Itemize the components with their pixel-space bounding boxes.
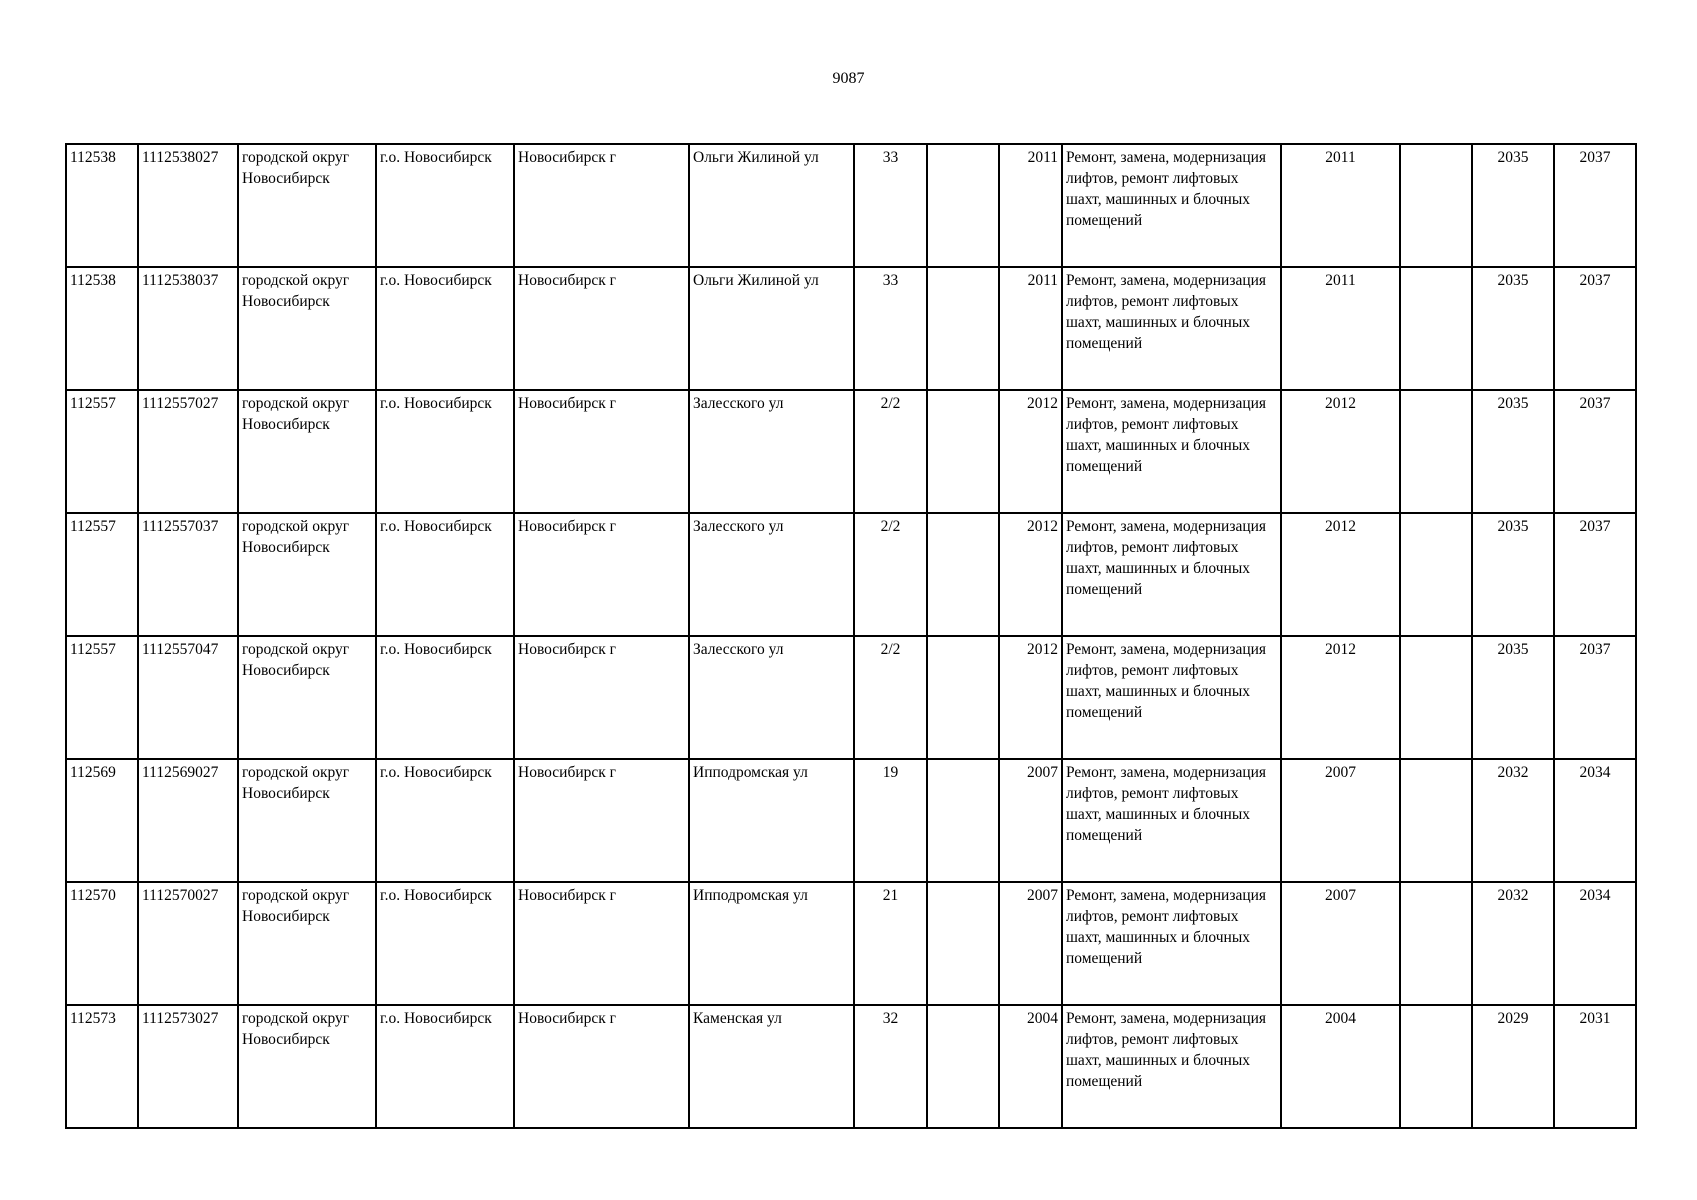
cell-building bbox=[927, 390, 999, 513]
cell-year-built: 2004 bbox=[999, 1005, 1062, 1128]
table-row bbox=[66, 390, 1636, 513]
cell-municipality: городской округ Новосибирск bbox=[238, 390, 376, 513]
cell-house: 33 bbox=[854, 144, 927, 267]
cell-street: Ипподромская ул bbox=[689, 759, 854, 882]
cell-district: г.о. Новосибирск bbox=[376, 636, 514, 759]
cell-blank bbox=[1400, 1005, 1472, 1128]
cell-street: Залесского ул bbox=[689, 636, 854, 759]
cell-municipality: городской округ Новосибирск bbox=[238, 882, 376, 1005]
cell-building bbox=[927, 636, 999, 759]
table-row bbox=[66, 144, 1636, 267]
cell-plan-from: 2032 bbox=[1472, 759, 1554, 882]
cell-blank bbox=[1400, 882, 1472, 1005]
cell-last-repair-year: 2004 bbox=[1281, 1005, 1400, 1128]
cell-plan-to: 2037 bbox=[1554, 390, 1636, 513]
cell-house: 2/2 bbox=[854, 636, 927, 759]
cell-blank bbox=[1400, 267, 1472, 390]
cell-id: 112557 bbox=[66, 636, 138, 759]
cell-building bbox=[927, 882, 999, 1005]
table-row bbox=[66, 1005, 1636, 1128]
cell-district: г.о. Новосибирск bbox=[376, 144, 514, 267]
cell-municipality: городской округ Новосибирск bbox=[238, 144, 376, 267]
cell-year-built: 2012 bbox=[999, 636, 1062, 759]
cell-street: Залесского ул bbox=[689, 513, 854, 636]
table-body bbox=[66, 144, 1636, 1128]
cell-last-repair-year: 2012 bbox=[1281, 636, 1400, 759]
cell-municipality: городской округ Новосибирск bbox=[238, 267, 376, 390]
cell-house: 32 bbox=[854, 1005, 927, 1128]
cell-city: Новосибирск г bbox=[514, 390, 689, 513]
cell-year-built: 2012 bbox=[999, 390, 1062, 513]
cell-last-repair-year: 2007 bbox=[1281, 882, 1400, 1005]
cell-year-built: 2011 bbox=[999, 267, 1062, 390]
cell-blank bbox=[1400, 513, 1472, 636]
cell-plan-to: 2034 bbox=[1554, 882, 1636, 1005]
cell-plan-to: 2037 bbox=[1554, 513, 1636, 636]
cell-building bbox=[927, 144, 999, 267]
cell-last-repair-year: 2012 bbox=[1281, 390, 1400, 513]
cell-id: 112570 bbox=[66, 882, 138, 1005]
cell-last-repair-year: 2012 bbox=[1281, 513, 1400, 636]
cell-code: 1112573027 bbox=[138, 1005, 238, 1128]
cell-code: 1112570027 bbox=[138, 882, 238, 1005]
cell-work-type: Ремонт, замена, модернизация лифтов, ремонт лифтовых шахт, машинных и блочных помещений bbox=[1062, 1005, 1281, 1128]
cell-street: Ольги Жилиной ул bbox=[689, 267, 854, 390]
cell-year-built: 2007 bbox=[999, 759, 1062, 882]
cell-street: Каменская ул bbox=[689, 1005, 854, 1128]
cell-work-type: Ремонт, замена, модернизация лифтов, ремонт лифтовых шахт, машинных и блочных помещений bbox=[1062, 759, 1281, 882]
cell-city: Новосибирск г bbox=[514, 267, 689, 390]
cell-blank bbox=[1400, 759, 1472, 882]
cell-work-type: Ремонт, замена, модернизация лифтов, ремонт лифтовых шахт, машинных и блочных помещений bbox=[1062, 636, 1281, 759]
cell-code: 1112557047 bbox=[138, 636, 238, 759]
cell-plan-from: 2035 bbox=[1472, 636, 1554, 759]
page-number: 9087 bbox=[832, 70, 865, 87]
cell-plan-to: 2037 bbox=[1554, 267, 1636, 390]
cell-city: Новосибирск г bbox=[514, 144, 689, 267]
cell-district: г.о. Новосибирск bbox=[376, 882, 514, 1005]
cell-house: 19 bbox=[854, 759, 927, 882]
cell-work-type: Ремонт, замена, модернизация лифтов, ремонт лифтовых шахт, машинных и блочных помещений bbox=[1062, 390, 1281, 513]
cell-district: г.о. Новосибирск bbox=[376, 267, 514, 390]
cell-work-type: Ремонт, замена, модернизация лифтов, ремонт лифтовых шахт, машинных и блочных помещений bbox=[1062, 267, 1281, 390]
cell-id: 112557 bbox=[66, 513, 138, 636]
table-row bbox=[66, 882, 1636, 1005]
cell-work-type: Ремонт, замена, модернизация лифтов, ремонт лифтовых шахт, машинных и блочных помещений bbox=[1062, 882, 1281, 1005]
cell-city: Новосибирск г bbox=[514, 1005, 689, 1128]
cell-district: г.о. Новосибирск bbox=[376, 759, 514, 882]
cell-plan-from: 2032 bbox=[1472, 882, 1554, 1005]
cell-last-repair-year: 2011 bbox=[1281, 267, 1400, 390]
cell-year-built: 2011 bbox=[999, 144, 1062, 267]
cell-id: 112538 bbox=[66, 144, 138, 267]
cell-code: 1112557027 bbox=[138, 390, 238, 513]
cell-building bbox=[927, 1005, 999, 1128]
cell-municipality: городской округ Новосибирск bbox=[238, 1005, 376, 1128]
cell-code: 1112538037 bbox=[138, 267, 238, 390]
cell-plan-from: 2035 bbox=[1472, 267, 1554, 390]
cell-building bbox=[927, 513, 999, 636]
cell-work-type: Ремонт, замена, модернизация лифтов, ремонт лифтовых шахт, машинных и блочных помещений bbox=[1062, 144, 1281, 267]
cell-house: 2/2 bbox=[854, 390, 927, 513]
cell-plan-from: 2035 bbox=[1472, 390, 1554, 513]
cell-street: Ипподромская ул bbox=[689, 882, 854, 1005]
cell-city: Новосибирск г bbox=[514, 636, 689, 759]
cell-year-built: 2007 bbox=[999, 882, 1062, 1005]
cell-city: Новосибирск г bbox=[514, 759, 689, 882]
cell-blank bbox=[1400, 636, 1472, 759]
cell-house: 33 bbox=[854, 267, 927, 390]
cell-street: Залесского ул bbox=[689, 390, 854, 513]
cell-year-built: 2012 bbox=[999, 513, 1062, 636]
cell-code: 1112557037 bbox=[138, 513, 238, 636]
cell-plan-to: 2031 bbox=[1554, 1005, 1636, 1128]
cell-last-repair-year: 2007 bbox=[1281, 759, 1400, 882]
cell-street: Ольги Жилиной ул bbox=[689, 144, 854, 267]
cell-house: 21 bbox=[854, 882, 927, 1005]
cell-municipality: городской округ Новосибирск bbox=[238, 759, 376, 882]
table-row bbox=[66, 513, 1636, 636]
cell-district: г.о. Новосибирск bbox=[376, 1005, 514, 1128]
cell-code: 1112538027 bbox=[138, 144, 238, 267]
cell-municipality: городской округ Новосибирск bbox=[238, 513, 376, 636]
cell-blank bbox=[1400, 390, 1472, 513]
cell-plan-to: 2037 bbox=[1554, 636, 1636, 759]
cell-plan-from: 2029 bbox=[1472, 1005, 1554, 1128]
cell-id: 112573 bbox=[66, 1005, 138, 1128]
cell-id: 112538 bbox=[66, 267, 138, 390]
table-row bbox=[66, 759, 1636, 882]
cell-house: 2/2 bbox=[854, 513, 927, 636]
cell-plan-from: 2035 bbox=[1472, 144, 1554, 267]
table-row bbox=[66, 636, 1636, 759]
cell-id: 112569 bbox=[66, 759, 138, 882]
table-row bbox=[66, 267, 1636, 390]
cell-code: 1112569027 bbox=[138, 759, 238, 882]
cell-plan-to: 2037 bbox=[1554, 144, 1636, 267]
cell-last-repair-year: 2011 bbox=[1281, 144, 1400, 267]
cell-plan-to: 2034 bbox=[1554, 759, 1636, 882]
cell-plan-from: 2035 bbox=[1472, 513, 1554, 636]
cell-city: Новосибирск г bbox=[514, 882, 689, 1005]
cell-district: г.о. Новосибирск bbox=[376, 390, 514, 513]
cell-id: 112557 bbox=[66, 390, 138, 513]
cell-municipality: городской округ Новосибирск bbox=[238, 636, 376, 759]
cell-district: г.о. Новосибирск bbox=[376, 513, 514, 636]
registry-table bbox=[65, 143, 1637, 1129]
cell-work-type: Ремонт, замена, модернизация лифтов, ремонт лифтовых шахт, машинных и блочных помещений bbox=[1062, 513, 1281, 636]
cell-blank bbox=[1400, 144, 1472, 267]
cell-city: Новосибирск г bbox=[514, 513, 689, 636]
cell-building bbox=[927, 267, 999, 390]
cell-building bbox=[927, 759, 999, 882]
